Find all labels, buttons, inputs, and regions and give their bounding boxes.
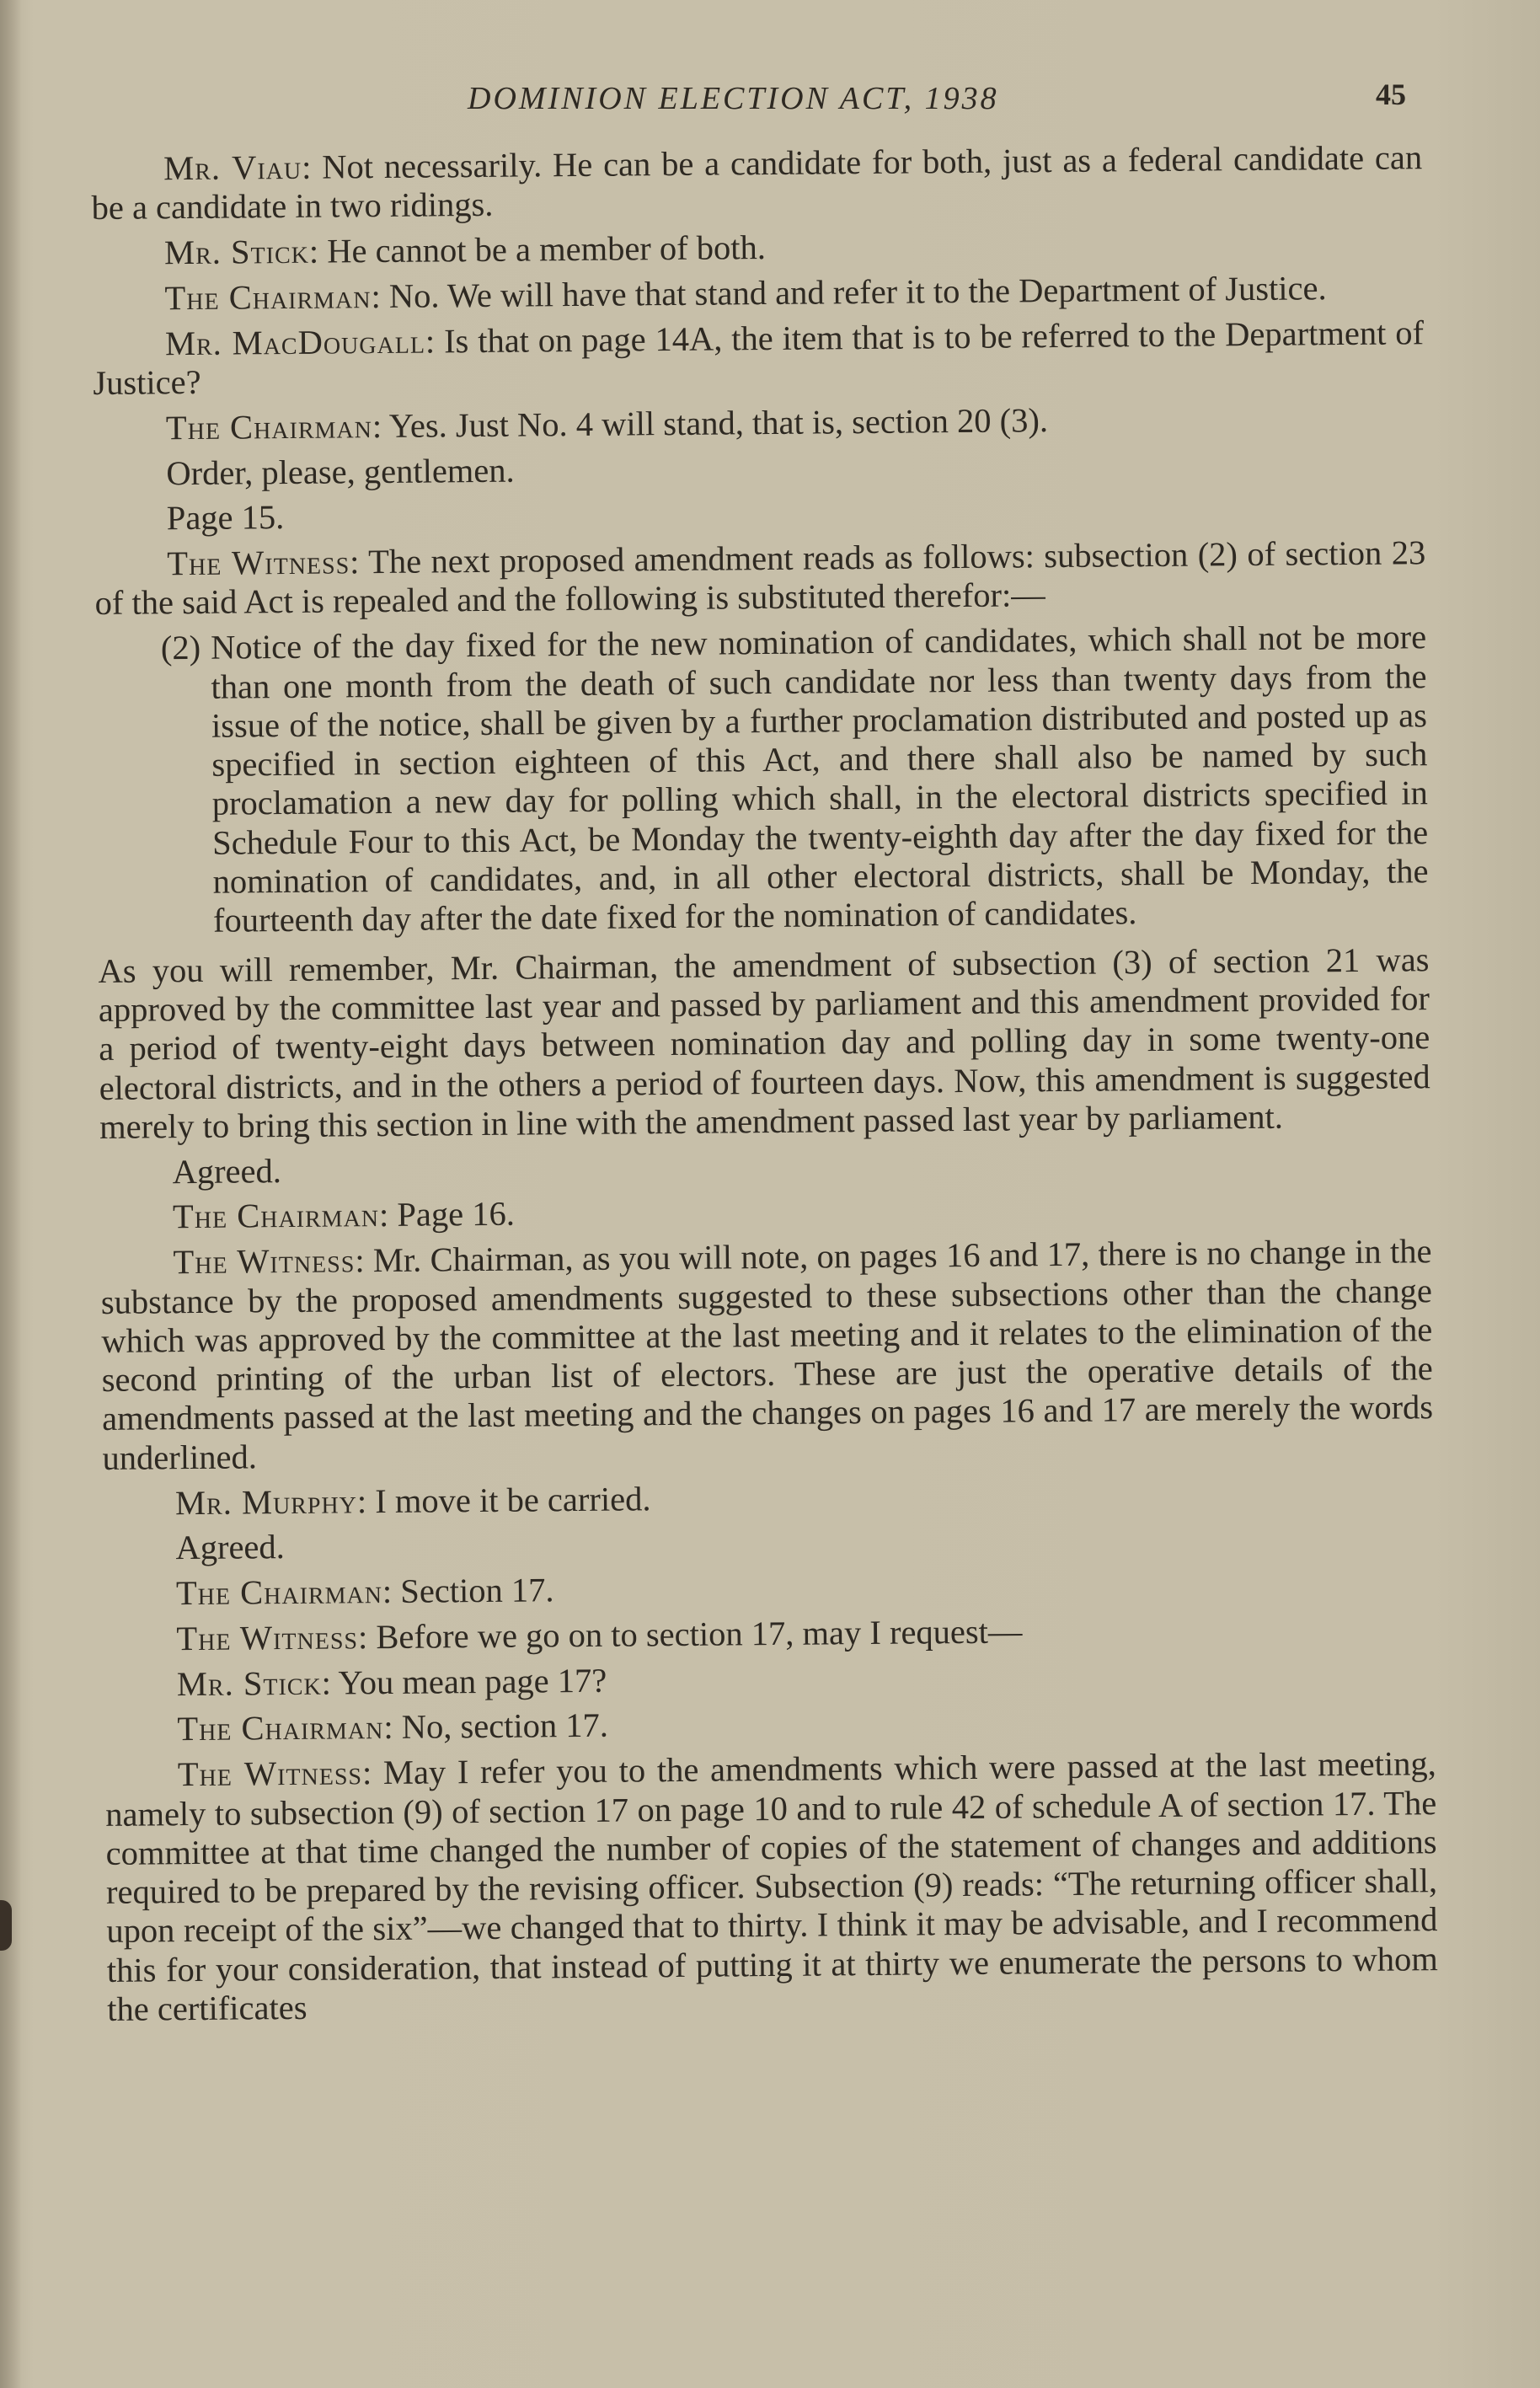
paragraph: The Chairman: Section 17. — [175, 1571, 554, 1613]
paragraph: The Witness: The next proposed amendment reads as follows: subsection (2) of section 23 of the said Act is repealed and the following is substituted therefor:— — [94, 533, 1426, 623]
page-number: 45 — [1376, 78, 1406, 111]
paragraph: The Witness: May I refer you to the amendments which were passed at the last meeting, namely to subsection (9) of section 17 on page 10 and to rule 42 of schedule A of section 17. The committee at that time changed the number of copies of the statement of changes and additions required to be prepared by the revising officer. Subsection (9) reads: “The returning officer shall, upon receipt of the six”—we changed that to thirty. I think it may be advisable, and I recommend this for your consideration, that instead of putting it at thirty we enumerate the persons to whom the certificates — [105, 1744, 1438, 2028]
paragraph: Mr. MacDougall: Is that on page 14A, the item that is to be referred to the Department of Justice? — [93, 313, 1425, 402]
block-quote — [160, 618, 1429, 940]
paragraph: The Witness: Before we go on to section 17, may I request— — [176, 1612, 1023, 1658]
body-text — [91, 138, 1438, 2036]
paragraph: The Chairman: No. We will have that stand and refer it to the Department of Justice. — [164, 269, 1327, 318]
paragraph: Page 15. — [166, 498, 285, 538]
paragraph: The Chairman: Yes. Just No. 4 will stand, that is, section 20 (3). — [165, 400, 1049, 447]
running-head: DOMINION ELECTION ACT, 1938 — [468, 81, 999, 116]
paragraph: Mr. Stick: He cannot be a member of both. — [163, 228, 767, 272]
paragraph: Order, please, gentlemen. — [166, 451, 515, 492]
quote-number: (2) — [160, 629, 201, 667]
quote-text: Notice of the day fixed for the new nomination of candidates, which shall not be more than one month from the death of such candidate nor less than twenty days from the issue of the notice, shall be given by a further proclamation distributed and posted up as specified in section eighteen of this Act, and there shall also be named by such proclamation a new day for polling which shall, in the electoral districts specified in Schedule Four to this Act, be Monday the twenty-eighth day after the day fixed for the nomination of candidates, and, in all other electoral districts, shall be Monday, the fourteenth day after the date fixed for the nomination of candidates. — [210, 618, 1429, 940]
page-edge-mark — [0, 1900, 12, 1951]
page-header — [0, 80, 1540, 122]
paragraph: Mr. Stick: You mean page 17? — [176, 1661, 607, 1703]
binding-shadow — [0, 0, 22, 2388]
paragraph: Mr. Viau: Not necessarily. He can be a candidate for both, just as a federal candidate can be a candidate in two ridings. — [91, 138, 1423, 228]
paragraph: Mr. Murphy: I move it be carried. — [174, 1479, 651, 1522]
paragraph: The Chairman: No, section 17. — [177, 1706, 609, 1748]
paragraph: The Witness: Mr. Chairman, as you will note, on pages 16 and 17, there is no change in the substance by the proposed amendments suggested to these subsections other than the change which was approved by the committee at the last meeting and it relates to the elimination of the second printing of the urban list of electors. These are just the operative details of the amendments passed at the last meeting and the changes on pages 16 and 17 are merely the words underlined. — [100, 1232, 1434, 1477]
paragraph: As you will remember, Mr. Chairman, the amendment of subsection (3) of section 21 was approved by the committee last year and passed by parliament and this amendment provided for a period of twenty-eight days between nomination day and polling day in some twenty-one electoral districts, and in the others a period of fourteen days. Now, this amendment is suggested merely to bring this section in line with the amendment passed last year by parliament. — [98, 940, 1430, 1146]
paragraph: The Chairman: Page 16. — [172, 1195, 516, 1236]
paragraph: Agreed. — [172, 1151, 282, 1191]
paragraph: Agreed. — [175, 1528, 285, 1567]
